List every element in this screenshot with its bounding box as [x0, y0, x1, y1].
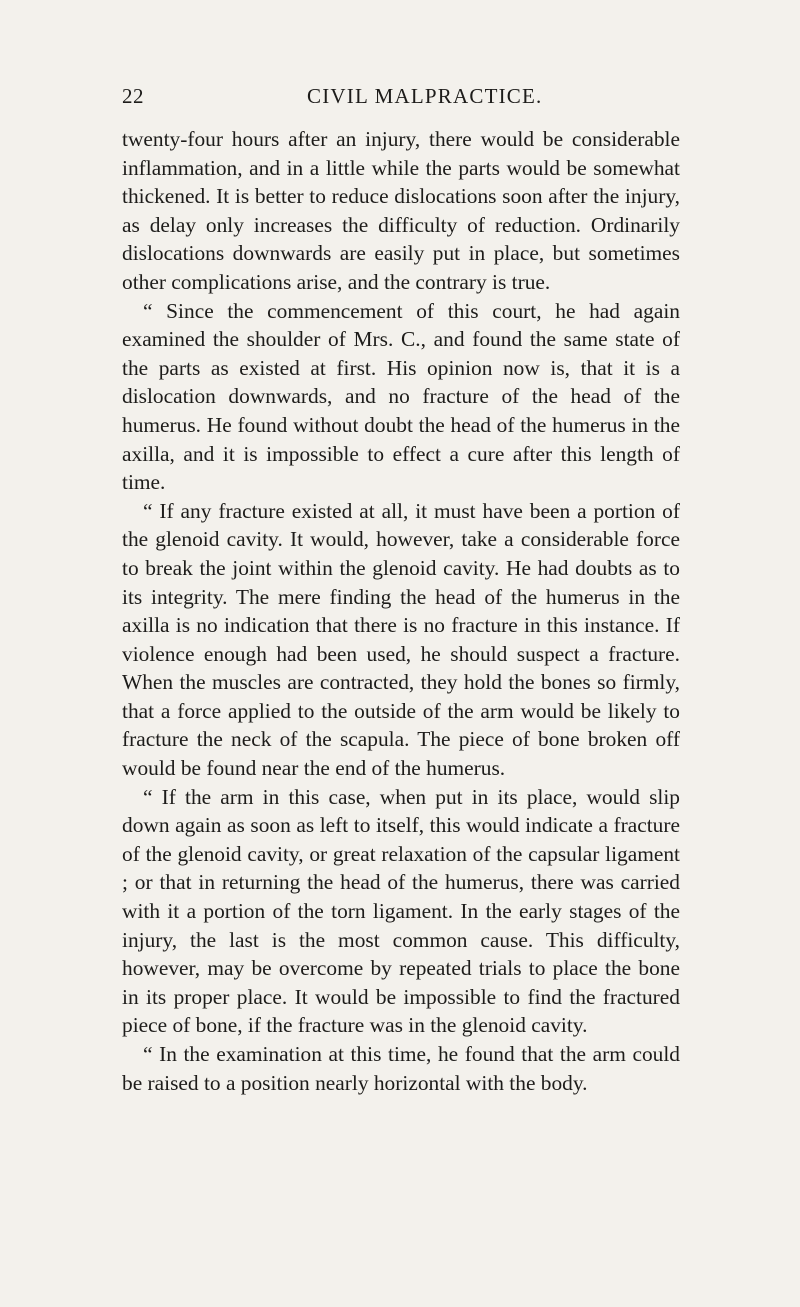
paragraph: “ In the examination at this time, he found that the arm could be raised to a position nearly horizontal with the body. [122, 1042, 680, 1095]
running-head [122, 84, 682, 114]
page-number: 22 [122, 84, 144, 108]
paragraph: “ Since the commencement of this court, he had again examined the shoulder of Mrs. C., and found the same state of the parts as existed at first. His opinion now is, that it is a dislocation downwards, and no fracture of the head of the humerus. He found without doubt the head of the humerus in the axilla, and it is impossible to effect a cure after this length of time. [122, 298, 680, 495]
body-text [122, 125, 680, 1097]
paragraph: twenty-four hours after an injury, there would be considerable inflammation, and in a little while the parts would be somewhat thickened. It is better to reduce dislocations soon after the injury, as delay only increases the difficulty of reduction. Ordinarily dislocations downwards are easily put in place, but sometimes other complications arise, and the contrary is true. [122, 127, 680, 294]
paragraph: “ If any fracture existed at all, it must have been a portion of the glenoid cavity. It would, however, take a considerable force to break the joint within the glenoid cavity. He had doubts as to its integrity. The mere finding the head of the humerus in the axilla is no indication that there is no fracture in this instance. If violence enough had been used, he should suspect a fracture. When the muscles are contracted, they hold the bones so firmly, that a force applied to the outside of the arm would be likely to fracture the neck of the scapula. The piece of bone broken off would be found near the end of the humerus. [122, 498, 680, 781]
paragraph: “ If the arm in this case, when put in its place, would slip down again as soon as left to itself, this would indicate a fracture of the glenoid cavity, or great relaxation of the capsular ligament ; or that in returning the head of the humerus, there was carried with it a portion of the torn ligament. In the early stages of the injury, the last is the most common cause. This difficulty, however, may be overcome by repeated trials to place the bone in its proper place. It would be impossible to find the fractured piece of bone, if the fracture was in the glenoid cavity. [122, 784, 680, 1038]
running-title: CIVIL MALPRACTICE. [307, 84, 543, 108]
